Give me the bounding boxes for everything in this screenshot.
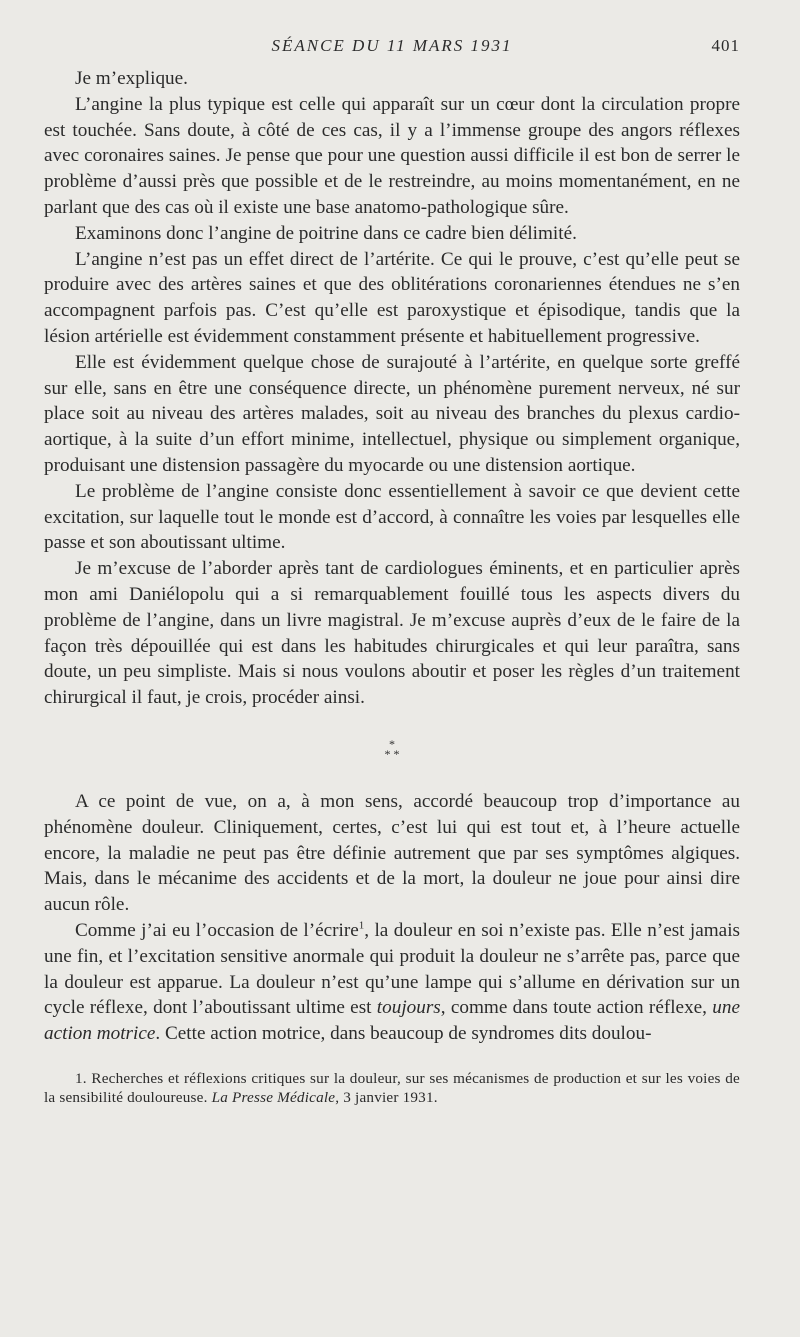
separator-stars-bottom: * * — [384, 746, 400, 761]
footnote — [44, 1069, 740, 1107]
paragraph: Elle est évidemment quelque chose de surajouté à l’artérite, en quelque sorte greffé sur elle, sans en être une conséquence directe, un phénomène purement nerveux, né sur place soit au niveau des artères malades, soit au niveau des branches du plexus cardio-aortique, à la suite d’un effort minime, intellectuel, physique ou simplement organique, produisant une distension passagère du myocarde ou une distension aortique. — [44, 351, 740, 476]
footnote-marker: 1. — [75, 1069, 87, 1087]
italic-text: toujours — [376, 997, 441, 1019]
paragraph: L’angine n’est pas un effet direct de l’artérite. Ce qui le prouve, c’est qu’elle peut se produire avec des artères saines et que des oblitérations coronariennes étendues ne s’en accompagnent parfois pas. C’est qu’elle est paroxystique et épisodique, tandis que la lésion artérielle est évidemment constamment présente et habituellement progressive. — [44, 248, 740, 347]
page-number: 401 — [711, 36, 740, 55]
italic-text: une action motrice — [44, 997, 740, 1045]
running-head — [44, 36, 740, 66]
page — [44, 36, 740, 1107]
footnote-journal: La Presse Médicale — [211, 1088, 336, 1106]
paragraph-with-footnote — [44, 918, 740, 1047]
paragraph: L’angine la plus typique est celle qui apparaît sur un cœur dont la circulation propre est touchée. Sans doute, à côté de ces cas, il y a l’immense groupe des angors réflexes avec coronaires saines. Je pense que pour une question aussi difficile il est bon de serrer le problème d’aussi près que possible et de le restreindre, au moins momentanément, en ne parlant que des cas où il existe une base anatomo-pathologique sûre. — [44, 93, 740, 218]
running-title: SÉANCE DU 11 MARS 1931 — [271, 36, 513, 55]
paragraph: A ce point de vue, on a, à mon sens, accordé beaucoup trop d’importance au phénomène douleur. Cliniquement, certes, c’est lui qui est tout et, à l’heure actuelle encore, la maladie ne peut pas être définie autrement que par ses symptômes algiques. Mais, dans le mécanime des accidents et de la mort, la douleur ne joue pour ainsi dire aucun rôle. — [44, 790, 740, 916]
body-text — [44, 66, 740, 1047]
paragraph-part: , comme dans toute action réflexe, — [440, 997, 713, 1019]
footnote-spacer — [44, 1047, 740, 1069]
footnote-text — [44, 1069, 740, 1107]
paragraph: Je m’explique. — [75, 68, 188, 89]
paragraph-part: , la douleur en soi n’existe pas. Elle n’est jamais une fin, et l’excitation sensitive anormale qui produit la douleur ne s’arrête pas, parce que la douleur est apparue. La douleur n’est qu’une lampe qui s’allume en dérivation sur un cycle réflexe, dont l’aboutissant ultime est — [44, 919, 740, 1019]
footnote-reference: 1 — [358, 919, 365, 932]
paragraph: Je m’excuse de l’aborder après tant de cardiologues éminents, et en particulier après mon ami Daniélopolu qui a si remarquablement fouillé tous les aspects divers du problème de l’angine, dans un livre magistral. Je m’excuse auprès d’eux de le faire de la façon très dépouillée qui est dans les habitudes chirurgicales et qui leur paraîtra, sans doute, un peu simpliste. Mais si nous voulons aboutir et poser les règles d’un traitement chirurgical il faut, je crois, procéder ainsi. — [44, 558, 740, 709]
paragraph-part: . Cette action motrice, dans beaucoup de syndromes dits doulou- — [155, 1023, 652, 1045]
footnote-date: , 3 janvier 1931. — [335, 1088, 438, 1106]
section-separator — [44, 736, 740, 761]
paragraph: Le problème de l’angine consiste donc essentiellement à savoir ce que devient cette excitation, sur laquelle tout le monde est d’accord, à connaître les voies par lesquelles elle passe et son aboutissant ultime. — [44, 480, 740, 554]
separator-star-top: * — [389, 736, 395, 751]
paragraph-part: Comme j’ai eu l’occasion de l’écrire — [75, 919, 359, 941]
footnote-body: Recherches et réflexions critiques sur la douleur, sur ses mécanismes de production et sur les voies de la sensibilité douloureuse. — [44, 1069, 740, 1106]
paragraph: Examinons donc l’angine de poitrine dans ce cadre bien délimité. — [75, 222, 577, 244]
